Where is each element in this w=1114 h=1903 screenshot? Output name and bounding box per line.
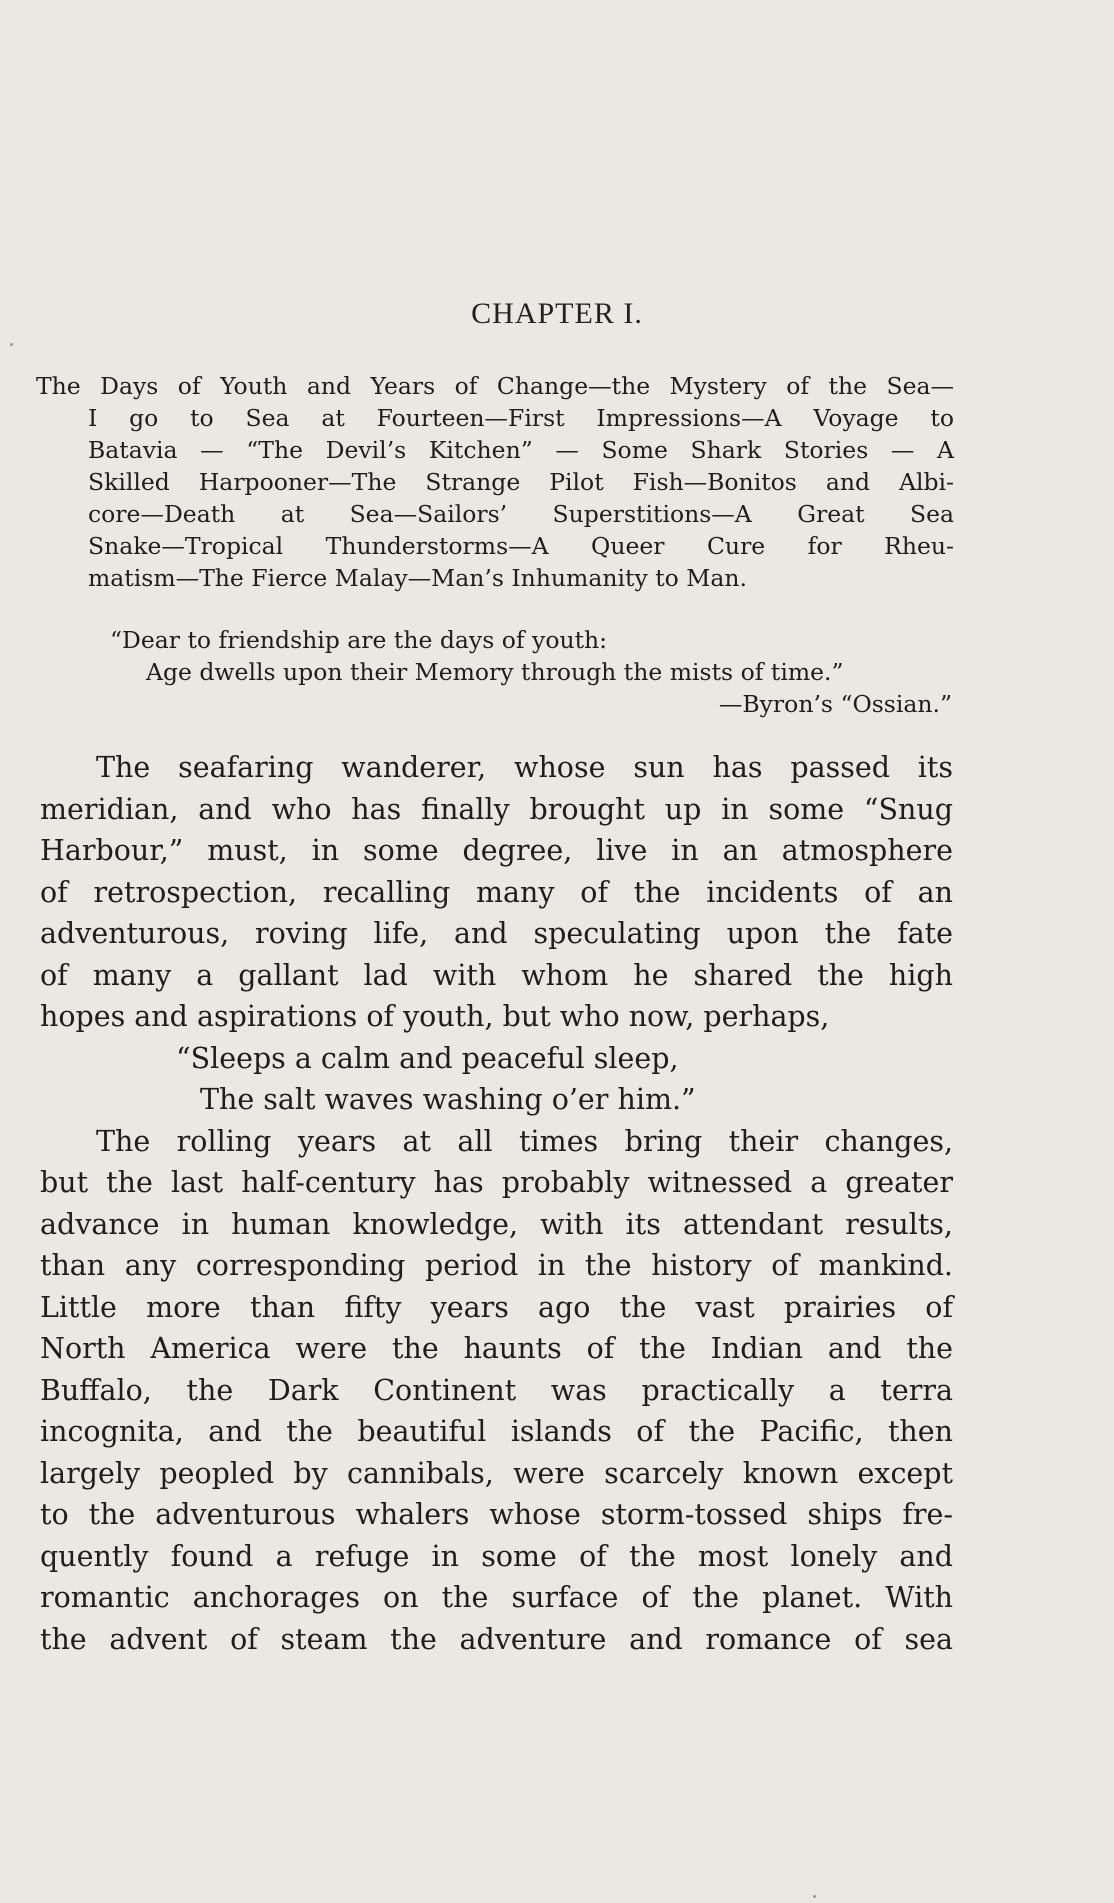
- epigraph-line: Age dwells upon their Memory through the mists of time.”: [146, 658, 844, 686]
- synopsis-line: Snake—Tropical Thunderstorms—A Queer Cure for Rheu-: [88, 532, 954, 560]
- text-line: the advent of steam the adventure and romance of sea: [40, 1622, 953, 1656]
- text-line: of many a gallant lad with whom he shared the high: [40, 958, 953, 992]
- margin-speck: [10, 343, 13, 346]
- synopsis-line: core—Death at Sea—Sailors’ Superstitions—A Great Sea: [88, 500, 954, 528]
- text-line: Buffalo, the Dark Continent was practically a terra: [40, 1373, 953, 1407]
- text-line: Little more than fifty years ago the vast prairies of: [40, 1290, 953, 1324]
- epigraph-line: “Dear to friendship are the days of youth:: [110, 626, 608, 654]
- synopsis-line: Skilled Harpooner—The Strange Pilot Fish—Bonitos and Albi-: [88, 468, 954, 496]
- margin-speck: [813, 1895, 816, 1898]
- synopsis-line: I go to Sea at Fourteen—First Impressions—A Voyage to: [88, 404, 954, 432]
- chapter-body: [40, 747, 953, 1660]
- text-line: North America were the haunts of the Indian and the: [40, 1332, 953, 1365]
- text-line: advance in human knowledge, with its attendant results,: [40, 1207, 953, 1241]
- synopsis-line: matism—The Fierce Malay—Man’s Inhumanity to Man.: [88, 564, 747, 592]
- chapter-title: CHAPTER I.: [471, 297, 643, 330]
- text-line: than any corresponding period in the history of mankind.: [40, 1249, 953, 1282]
- text-line: to the adventurous whalers whose storm-tossed ships fre-: [40, 1498, 953, 1531]
- paragraph: [40, 747, 953, 1038]
- chapter-synopsis: [36, 370, 954, 594]
- text-line: romantic anchorages on the surface of the planet. With: [40, 1581, 953, 1614]
- text-line: hopes and aspirations of youth, but who now, perhaps,: [40, 1000, 830, 1033]
- text-line: largely peopled by cannibals, were scarcely known except: [40, 1456, 953, 1490]
- text-line: quently found a refuge in some of the most lonely and: [40, 1539, 953, 1573]
- synopsis-line: Batavia — “The Devil’s Kitchen” — Some Shark Stories — A: [88, 436, 954, 464]
- text-line: incognita, and the beautiful islands of the Pacific, then: [40, 1415, 953, 1448]
- verse-line: The salt waves washing o’er him.”: [200, 1083, 696, 1116]
- epigraph-attribution: —Byron’s “Ossian.”: [718, 690, 952, 718]
- verse-quote: [40, 1038, 953, 1121]
- text-line: The rolling years at all times bring their changes,: [96, 1124, 953, 1158]
- text-line: Harbour,” must, in some degree, live in an atmosphere: [40, 834, 953, 867]
- text-line: of retrospection, recalling many of the incidents of an: [40, 875, 953, 909]
- synopsis-line: The Days of Youth and Years of Change—the Mystery of the Sea—: [36, 372, 954, 400]
- text-line: meridian, and who has finally brought up in some “Snug: [40, 792, 953, 826]
- text-line: The seafaring wanderer, whose sun has passed its: [96, 751, 953, 784]
- paragraph: [40, 1121, 953, 1661]
- text-line: but the last half-century has probably witnessed a greater: [40, 1166, 953, 1199]
- verse-line: “Sleeps a calm and peaceful sleep,: [176, 1041, 679, 1075]
- text-line: adventurous, roving life, and speculating upon the fate: [40, 917, 953, 950]
